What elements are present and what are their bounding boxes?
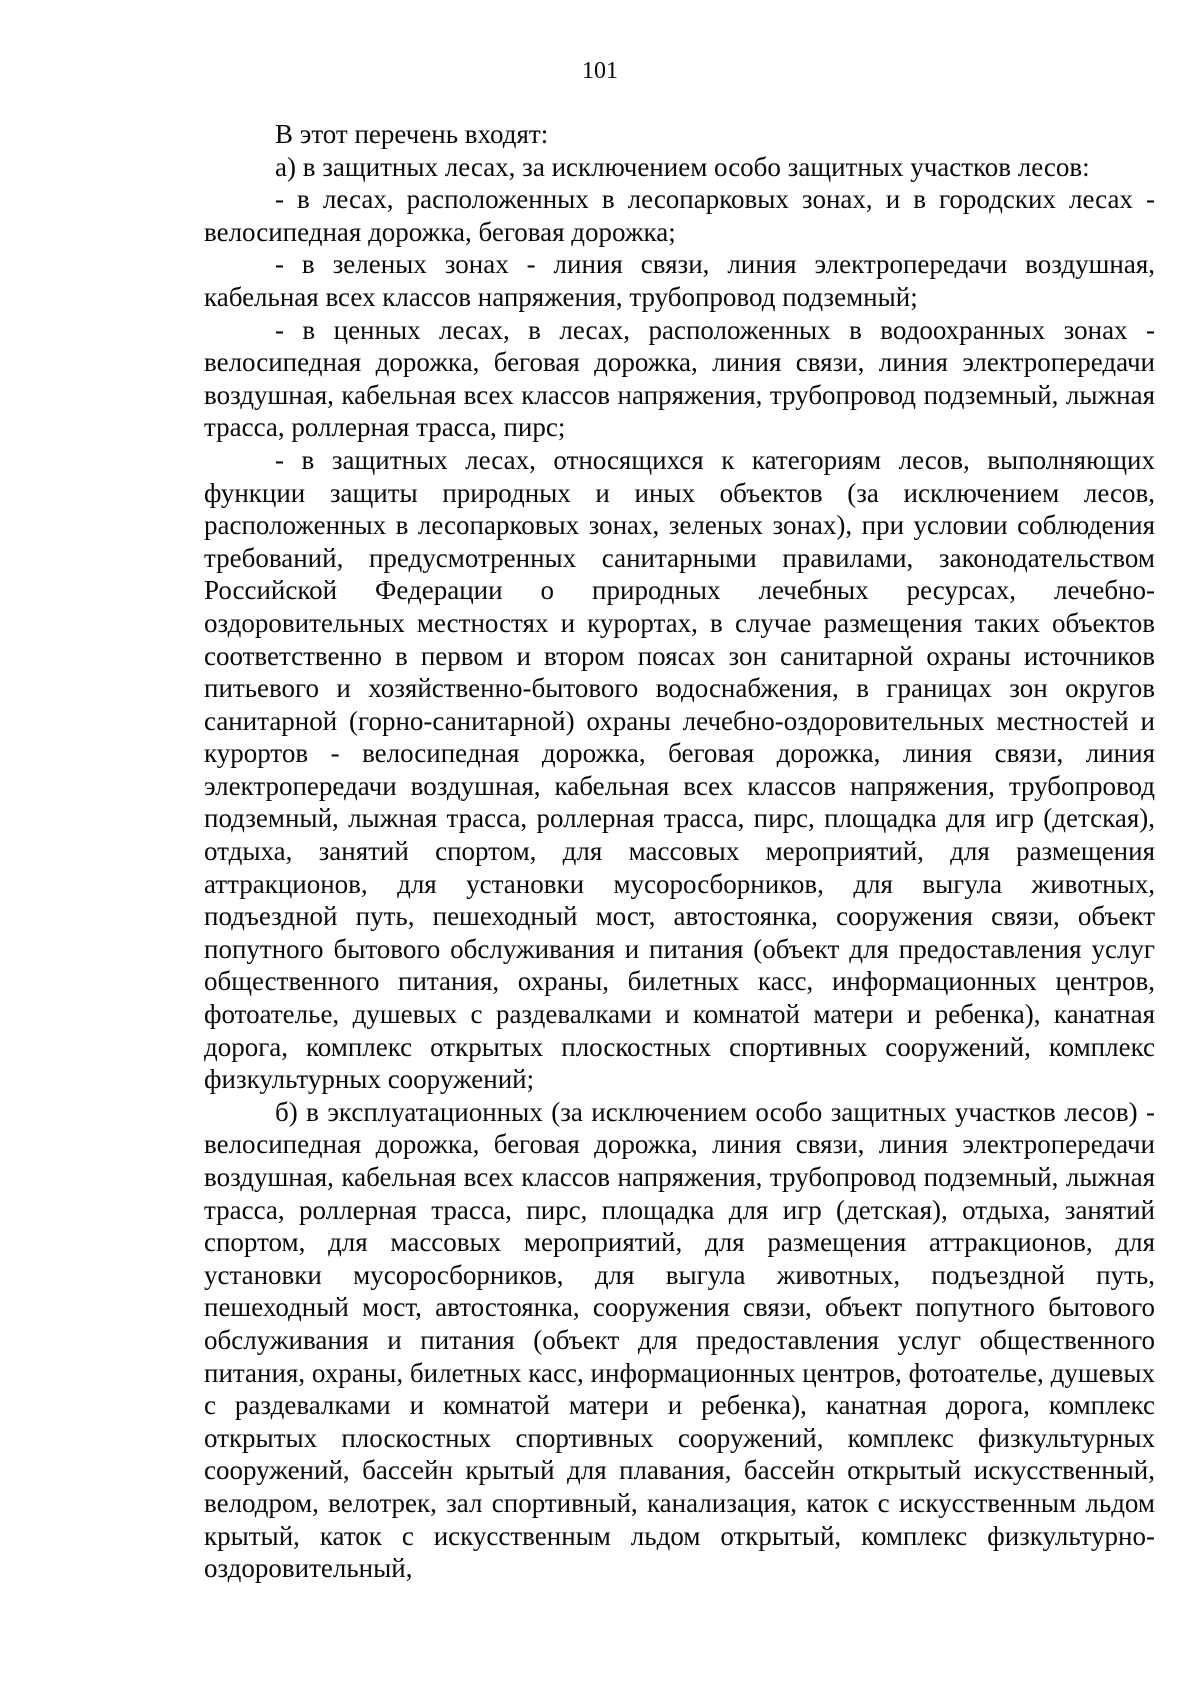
paragraph-valuable-forests: - в ценных лесах, в лесах, расположенных в водоохранных зонах - велосипедная дорожка, беговая дорожка, линия связи, линия электропередачи воздушная, кабельная всех классов напряжения, трубопровод подземный, лыжная трасса, роллерная трасса, пирс;: [204, 314, 1155, 443]
paragraph-forest-park-zones: - в лесах, расположенных в лесопарковых зонах, и в городских лесах - велосипедная дорожка, беговая дорожка;: [204, 184, 1155, 247]
page-number: 101: [582, 58, 618, 84]
paragraph-item-b: б) в эксплуатационных (за исключением особо защитных участков лесов) - велосипедная дорожка, беговая дорожка, линия связи, линия электропередачи воздушная, кабельная всех классов напряжения, трубопровод подземный, лыжная трасса, роллерная трасса, пирс, площадка для игр (детская), отдыха, занятий спортом, для массовых мероприятий, для размещения аттракционов, для установки мусоросборников, для выгула животных, подъездной путь, пешеходный мост, автостоянка, сооружения связи, объект попутного бытового обслуживания и питания (объект для предоставления услуг общественного питания, охраны, билетных касс, информационных центров, фотоателье, душевых с раздевалками и комнатой матери и ребенка), канатная дорога, комплекс открытых плоскостных спортивных сооружений, комплекс физкультурных сооружений, бассейн крытый для плавания, бассейн открытый искусственный, велодром, велотрек, зал спортивный, канализация, каток с искусственным льдом крытый, каток с искусственным льдом открытый, комплекс физкультурно-оздоровительный,: [204, 1096, 1155, 1584]
paragraph-item-a: а) в защитных лесах, за исключением особо защитных участков лесов:: [275, 151, 1090, 182]
paragraph-intro: В этот перечень входят:: [275, 119, 549, 149]
paragraph-green-zones: - в зеленых зонах - линия связи, линия электропередачи воздушная, кабельная всех классов напряжения, трубопровод подземный;: [204, 249, 1155, 312]
paragraph-protective-forests: - в защитных лесах, относящихся к категориям лесов, выполняющих функции защиты природных и иных объектов (за исключением лесов, расположенных в лесопарковых зонах, зеленых зонах), при условии соблюдения требований, предусмотренных санитарными правилами, законодательством Российской Федерации о природных лечебных ресурсах, лечебно-оздоровительных местностях и курортах, в случае размещения таких объектов соответственно в первом и втором поясах зон санитарной охраны источников питьевого и хозяйственно-бытового водоснабжения, в границах зон округов санитарной (горно-санитарной) охраны лечебно-оздоровительных местностей и курортов - велосипедная дорожка, беговая дорожка, линия связи, линия электропередачи воздушная, кабельная всех классов напряжения, трубопровод подземный, лыжная трасса, роллерная трасса, пирс, площадка для игр (детская), отдыха, занятий спортом, для массовых мероприятий, для размещения аттракционов, для установки мусоросборников, для выгула животных, подъездной путь, пешеходный мост, автостоянка, сооружения связи, объект попутного бытового обслуживания и питания (объект для предоставления услуг общественного питания, охраны, билетных касс, информационных центров, фотоателье, душевых с раздевалками и комнатой матери и ребенка), канатная дорога, комплекс открытых плоскостных спортивных сооружений, комплекс физкультурных сооружений;: [204, 444, 1155, 1095]
document-body: [204, 118, 1155, 1585]
